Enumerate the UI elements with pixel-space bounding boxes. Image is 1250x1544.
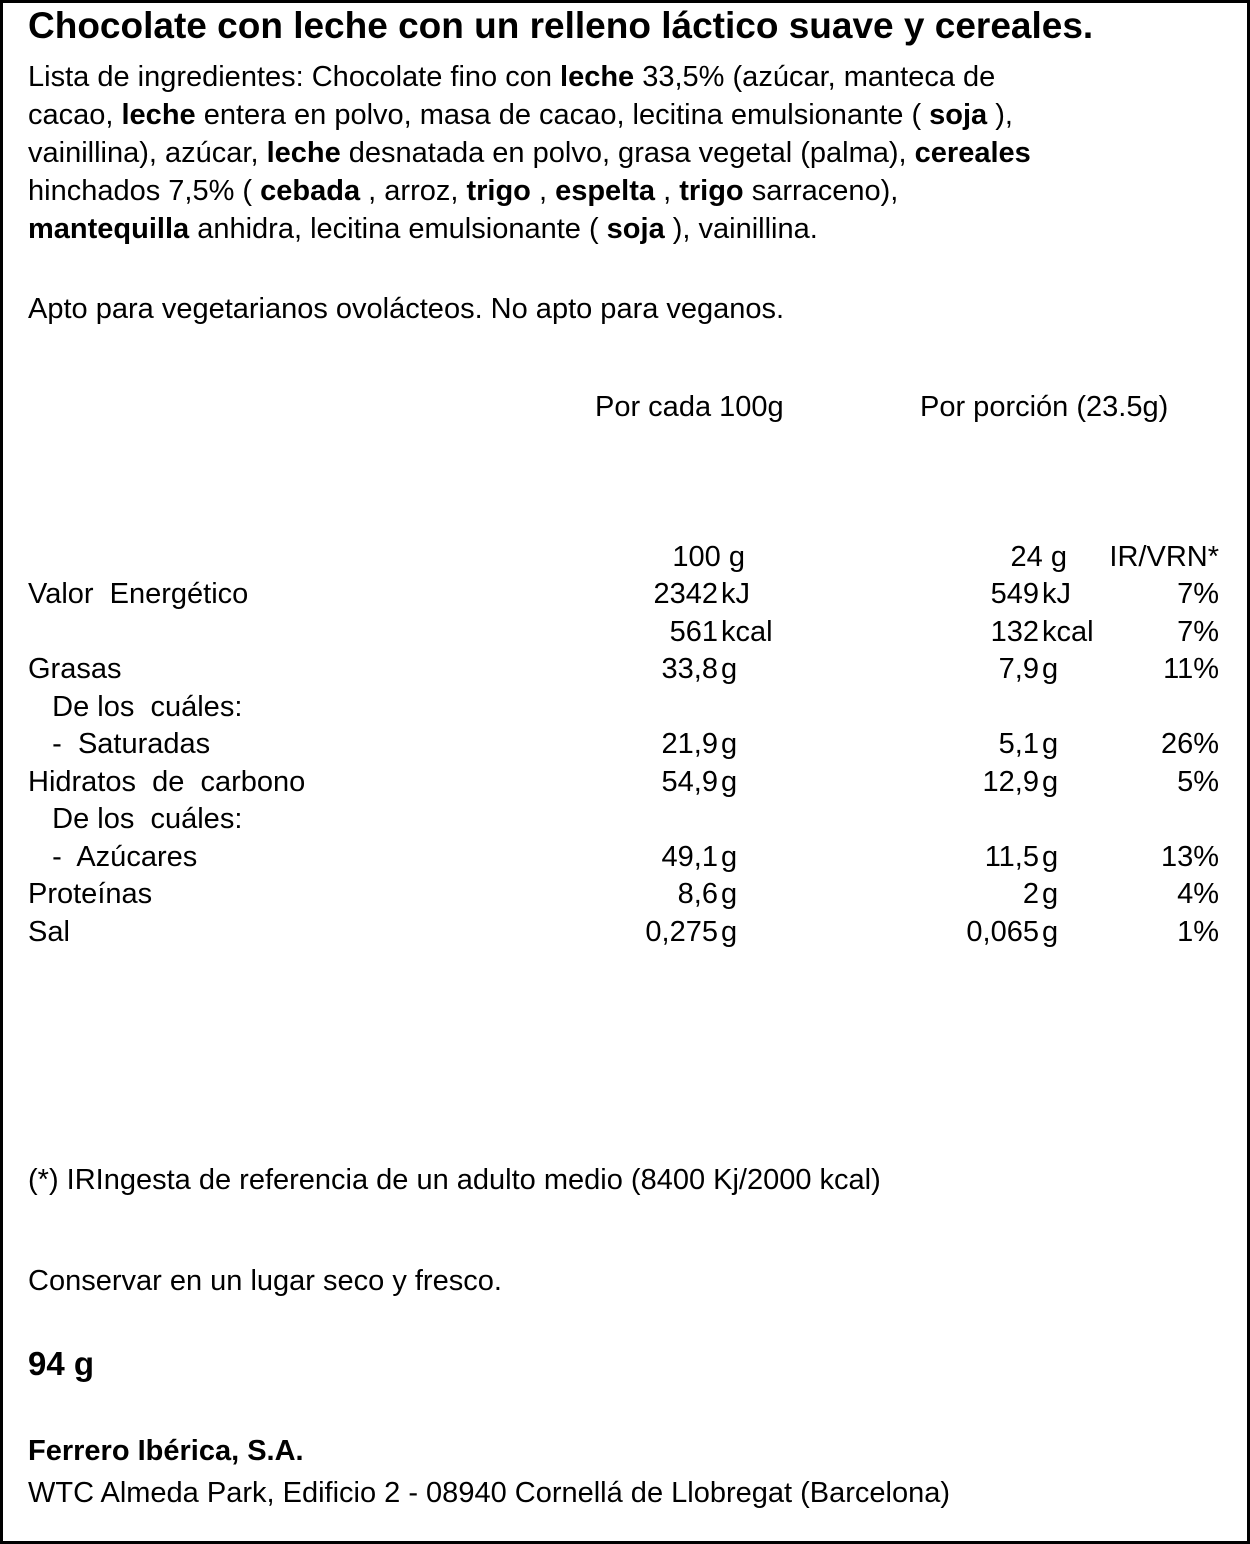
allergen-text: espelta xyxy=(555,175,656,207)
value-per-100g: 8,6 xyxy=(677,878,718,910)
ingredient-text: ), vainillina. xyxy=(664,213,818,245)
ingredient-text: entera en polvo, masa de cacao, lecitina emulsionante ( xyxy=(195,99,930,131)
ingredient-text: anhidra, lecitina emulsionante ( xyxy=(189,213,607,245)
header-per-100g: Por cada 100g xyxy=(595,391,784,423)
unit-per-portion: g xyxy=(1042,728,1059,760)
allergen-text: trigo xyxy=(679,175,744,207)
ingredients-line-5 xyxy=(28,210,1031,248)
ingredients-line-3 xyxy=(28,134,1031,172)
unit-per-portion: g xyxy=(1042,841,1059,873)
ingredients-line-4 xyxy=(28,172,1031,210)
net-weight: 94 g xyxy=(28,1345,95,1382)
ingredient-text: Lista de ingredientes: Chocolate fino con xyxy=(28,61,561,93)
nutrient-label: Grasas xyxy=(28,653,122,685)
allergen-text: cereales xyxy=(914,137,1031,169)
footnote: (*) IRIngesta de referencia de un adulto medio (8400 Kj/2000 kcal) xyxy=(28,1164,881,1196)
header-per-portion: Por porción (23.5g) xyxy=(920,391,1169,423)
product-title: Chocolate con leche con un relleno láctico suave y cereales. xyxy=(28,5,1094,46)
allergen-text: leche xyxy=(560,61,635,93)
ingredient-text: , xyxy=(530,175,556,207)
value-per-100g: 21,9 xyxy=(661,728,718,760)
allergen-text: mantequilla xyxy=(28,213,190,245)
ingredient-text: 33,5% (azúcar, manteca de xyxy=(634,61,996,93)
nutrient-label: Proteínas xyxy=(28,878,153,910)
nutrient-label: De los cuáles: xyxy=(28,691,243,723)
nutrient-label: - Saturadas xyxy=(28,728,211,760)
unit-per-100g: g xyxy=(721,841,738,873)
ingredient-text: ), xyxy=(987,99,1013,131)
ir-vrn-percent: 13% xyxy=(1160,841,1219,873)
ir-vrn-percent: 7% xyxy=(1177,578,1219,610)
nutrient-label: Hidratos de carbono xyxy=(28,766,306,798)
ingredients-line-2 xyxy=(28,96,1031,134)
ir-vrn-percent: 7% xyxy=(1177,616,1219,648)
value-per-portion: 2 xyxy=(1022,878,1039,910)
allergen-text: trigo xyxy=(466,175,531,207)
ingredient-text: , xyxy=(655,175,680,207)
ingredient-text: hinchados 7,5% ( xyxy=(28,175,261,207)
unit-per-portion: g xyxy=(1042,916,1059,948)
unit-per-100g: g xyxy=(721,728,738,760)
storage-note: Conservar en un lugar seco y fresco. xyxy=(28,1265,502,1297)
nutrient-label: Sal xyxy=(28,916,70,948)
value-per-portion: 11,5 xyxy=(984,841,1039,873)
unit-per-100g: g xyxy=(721,916,738,948)
unit-per-100g: kJ xyxy=(721,578,750,610)
ingredients-list xyxy=(28,58,1031,248)
value-per-100g: 33,8 xyxy=(661,653,718,685)
value-per-portion: 549 xyxy=(990,578,1039,610)
allergen-text: soja xyxy=(606,213,665,245)
ingredient-text: desnatada en polvo, grasa vegetal (palma), xyxy=(340,137,915,169)
value-per-portion: 132 xyxy=(990,616,1039,648)
ingredients-line-1 xyxy=(28,58,1031,96)
value-per-portion: 5,1 xyxy=(998,728,1039,760)
diet-note: Apto para vegetarianos ovolácteos. No apto para veganos. xyxy=(28,293,785,325)
subheader-24g: 24 g xyxy=(1010,541,1067,573)
value-per-portion: 0,065 xyxy=(966,916,1039,948)
ir-vrn-percent: 11% xyxy=(1163,653,1219,685)
company-name: Ferrero Ibérica, S.A. xyxy=(28,1435,304,1467)
ingredient-text: , arroz, xyxy=(360,175,467,207)
unit-per-portion: kcal xyxy=(1042,616,1094,648)
value-per-portion: 12,9 xyxy=(982,766,1039,798)
unit-per-100g: g xyxy=(721,878,738,910)
ingredient-text: cacao, xyxy=(28,99,122,131)
ir-vrn-percent: 5% xyxy=(1177,766,1219,798)
value-per-100g: 561 xyxy=(669,616,718,648)
nutrient-label: - Azúcares xyxy=(28,841,198,873)
ingredient-text: vainillina), azúcar, xyxy=(28,137,267,169)
value-per-portion: 7,9 xyxy=(998,653,1039,685)
value-per-100g: 2342 xyxy=(653,578,718,610)
value-per-100g: 0,275 xyxy=(645,916,718,948)
ir-vrn-percent: 1% xyxy=(1177,916,1219,948)
allergen-text: soja xyxy=(929,99,988,131)
unit-per-portion: g xyxy=(1042,653,1059,685)
unit-per-100g: g xyxy=(721,653,738,685)
subheader-100g: 100 g xyxy=(672,541,745,573)
allergen-text: leche xyxy=(266,137,341,169)
nutrient-label: De los cuáles: xyxy=(28,803,243,835)
allergen-text: leche xyxy=(121,99,196,131)
value-per-100g: 49,1 xyxy=(661,841,718,873)
value-per-100g: 54,9 xyxy=(661,766,718,798)
nutrient-label: Valor Energético xyxy=(28,578,249,610)
ingredient-text: sarraceno), xyxy=(743,175,899,207)
unit-per-portion: g xyxy=(1042,766,1059,798)
unit-per-100g: kcal xyxy=(721,616,773,648)
allergen-text: cebada xyxy=(260,175,361,207)
unit-per-100g: g xyxy=(721,766,738,798)
ir-vrn-percent: 26% xyxy=(1160,728,1219,760)
unit-per-portion: kJ xyxy=(1042,578,1071,610)
company-address: WTC Almeda Park, Edificio 2 - 08940 Cornellá de Llobregat (Barcelona) xyxy=(28,1477,951,1509)
unit-per-portion: g xyxy=(1042,878,1059,910)
subheader-ir-vrn: IR/VRN* xyxy=(1109,541,1219,573)
ir-vrn-percent: 4% xyxy=(1177,878,1219,910)
